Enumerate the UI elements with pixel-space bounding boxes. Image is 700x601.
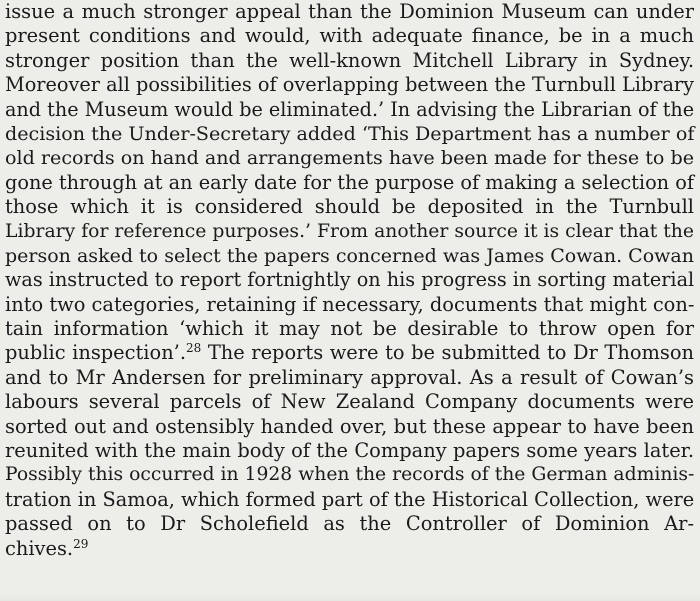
text-segment: chives.: [5, 536, 74, 560]
text-line: Possibly this occurred in 1928 when the records of the German adminis-: [5, 464, 695, 486]
text-line: labours several parcels of New Zealand Company documents were: [5, 390, 694, 414]
text-line: Moreover all possibilities of overlapping between the Turnbull Library: [5, 73, 694, 97]
text-line: and to Mr Andersen for preliminary approval. As a result of Cowan’s: [5, 365, 694, 389]
text-line: those which it is considered should be deposited in the Turnbull: [5, 195, 694, 219]
text-line: into two categories, retaining if necessary, documents that might con-: [5, 292, 695, 316]
text-segment: The reports were to be submitted to Dr Thomson: [201, 341, 694, 365]
body-text: [5, 0, 694, 561]
text-line: old records on hand and arrangements have been made for these to be: [5, 146, 694, 170]
text-line: decision the Under-Secretary added ‘This Department has a number of: [5, 121, 695, 145]
text-line: gone through at an early date for the purpose of making a selection of: [5, 170, 694, 194]
text-line: stronger position than the well-known Mitchell Library in Sydney.: [5, 48, 694, 72]
text-line: was instructed to report fortnightly on his progress in sorting material: [5, 268, 695, 292]
footnote-ref-28[interactable]: 28: [186, 341, 202, 356]
text-line: Library for reference purposes.’ From another source it is clear that the: [5, 220, 694, 242]
page-edge: [0, 595, 700, 601]
text-line-with-footnote: [5, 537, 694, 561]
text-segment: public inspection’.: [5, 341, 187, 365]
text-line: passed on to Dr Scholefield as the Controller of Dominion Ar-: [5, 512, 694, 536]
footnote-ref-29[interactable]: 29: [73, 536, 89, 551]
text-line: person asked to select the papers concerned was James Cowan. Cowan: [5, 244, 694, 267]
text-line: reunited with the main body of the Company papers some years later.: [5, 439, 694, 463]
text-line: tration in Samoa, which formed part of the Historical Collection, were: [5, 487, 695, 511]
text-line: present conditions and would, with adequate finance, be in a much: [5, 24, 694, 48]
text-line: sorted out and ostensibly handed over, but these appear to have been: [5, 414, 694, 438]
text-line-with-footnote: [5, 341, 694, 365]
text-line: issue a much stronger appeal than the Dominion Museum can under: [5, 0, 694, 23]
text-line: and the Museum would be eliminated.’ In advising the Librarian of the: [5, 97, 695, 121]
text-line: tain information ‘which it may not be desirable to throw open for: [5, 317, 694, 341]
